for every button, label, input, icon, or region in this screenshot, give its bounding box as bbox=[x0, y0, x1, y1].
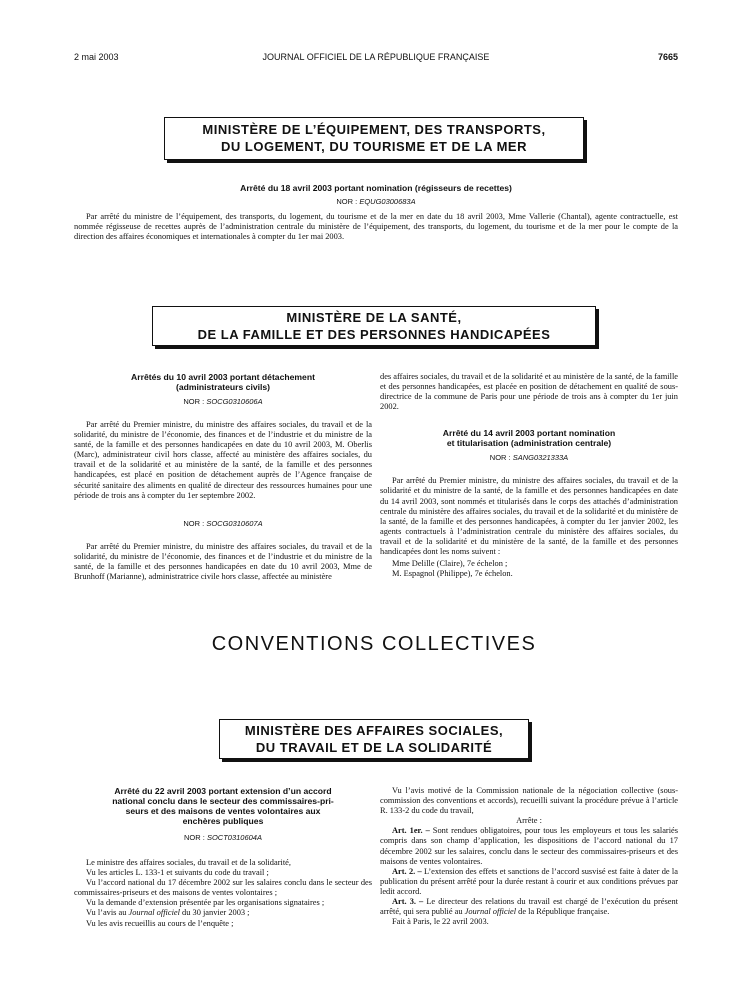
visa-line: Vu l’avis au Journal officiel du 30 janvier 2003 ; bbox=[86, 908, 250, 918]
visa-line: Le ministre des affaires sociales, du travail et de la solidarité, bbox=[86, 858, 291, 867]
arrete-title: Arrêté du 18 avril 2003 portant nomination (régisseurs de recettes) bbox=[240, 183, 512, 193]
ministry-line: MINISTÈRE DE LA SANTÉ, bbox=[286, 310, 462, 325]
nor-reference: NOR : EQUG0300683A bbox=[336, 197, 416, 206]
section-heading: CONVENTIONS COLLECTIVES bbox=[211, 633, 537, 655]
nor-reference: NOR : SOCG0310606A bbox=[183, 397, 263, 406]
ministry-box-affaires-sociales bbox=[219, 719, 529, 759]
ministry-line: DU LOGEMENT, DU TOURISME ET DE LA MER bbox=[221, 139, 527, 154]
ministry-box-sante bbox=[152, 306, 596, 346]
signature-line: Fait à Paris, le 22 avril 2003. bbox=[392, 917, 489, 927]
visa-line: Vu les articles L. 133-1 et suivants du code du travail ; bbox=[86, 868, 269, 878]
header-date: 2 mai 2003 bbox=[74, 52, 119, 62]
header-page-number: 7665 bbox=[657, 52, 678, 62]
ministry-line: DE LA FAMILLE ET DES PERSONNES HANDICAPÉES bbox=[197, 327, 551, 342]
arrete-title: Arrêté du 22 avril 2003 portant extension d’un accord national conclu dans le secteur des commissaires-pri- seurs et des maisons de ventes volontaires aux enchères publiques bbox=[112, 786, 334, 826]
article-3: Art. 3. – Le directeur des relations du travail est chargé de l’exécution du présent arrêté, qui sera publié au Journal officiel de la République française. bbox=[380, 897, 678, 917]
nor-reference: NOR : SOCT0310604A bbox=[184, 833, 262, 842]
article-2: Art. 2. – L’extension des effets et sanctions de l’accord susvisé est faite à dater de la publication du présent arrêté pour la durée restant à courir et aux conditions prévues par ledit accord. bbox=[380, 866, 678, 896]
ministry-box-equipement bbox=[164, 117, 584, 160]
arrete-title: Arrêtés du 10 avril 2003 portant détachement (administrateurs civils) bbox=[131, 372, 315, 392]
arrete-body-continued: des affaires sociales, du travail et de la solidarité et au ministère de la santé, de la famille et des personnes handicapées, est placée en position de détachement en qualité de sous-directrice de la commune de Paris pour une période de trois ans à compter du 1er juin 2002. bbox=[380, 372, 678, 412]
arrete-body: Par arrêté du Premier ministre, du ministre des affaires sociales, du travail et de la solidarité, du ministre de l’économie, des finances et de l’industrie et du ministre de la santé, de la famille et des personnes handicapées en date du 10 avril 2003, M. Oberlis (Marc), administrateur civil hors classe, affecté au ministère des affaires sociales, du travail et de la solidarité et au ministère de la santé, de la famille et des personnes handicapées, est placé en position de détachement auprès de l’Agence française de sécurité sanitaire des aliments en qualité de directeur des ressources humaines pour une période de trois ans à compter du 1er septembre 2002. bbox=[74, 420, 372, 500]
visa-line: Vu l’accord national du 17 décembre 2002 sur les salaires conclu dans le secteur des commissaires-priseurs et des maisons de ventes volontaires ; bbox=[74, 878, 372, 898]
arrete-body: Par arrêté du Premier ministre, du ministre des affaires sociales, du travail et de la solidarité et du ministre de la santé, de la famille et des personnes handicapées en date du 14 avril 2003, sont nommés et titularisés dans le corps des attachés d’administration centrale du ministère des affaires sociales, du travail et de la solidarité et du ministère de la santé, de la famille et des personnes handicapées, à compter du 1er janvier 2002, les agents contractuels à l’administration centrale du ministère des affaires sociales, du travail et de la solidarité et du ministère de la santé, de la famille et des personnes handicapées dont les noms suivent : bbox=[380, 476, 678, 557]
ministry-line: DU TRAVAIL ET DE LA SOLIDARITÉ bbox=[255, 740, 493, 755]
name-entry: M. Espagnol (Philippe), 7e échelon. bbox=[392, 569, 513, 579]
arrete-body: Par arrêté du ministre de l’équipement, des transports, du logement, du tourisme et de la mer en date du 18 avril 2003, Mme Vallerie (Chantal), agente contractuelle, est nommée régisseuse de recettes auprès de l’administration centrale du ministère de l’équipement, des transports, du logement, du tourisme et de la mer pour le compte de la direction des affaires économiques et internationales à compter du 1er mai 2003. bbox=[74, 212, 678, 242]
article-1: Art. 1er. – Sont rendues obligatoires, pour tous les employeurs et tous les salariés compris dans son champ d’application, les dispositions de l’accord national du 17 décembre 2002 sur les salaires, conclu dans le secteur des commissaires-priseurs et des maisons de ventes volontaires. bbox=[380, 826, 678, 866]
nor-reference: NOR : SOCG0310607A bbox=[183, 518, 263, 528]
right-column bbox=[380, 372, 678, 579]
name-entry: Mme Delille (Claire), 7e échelon ; bbox=[392, 559, 508, 569]
ministry-line: MINISTÈRE DES AFFAIRES SOCIALES, bbox=[244, 723, 504, 738]
visa-line: Vu l’avis motivé de la Commission nationale de la négociation collective (sous-commission des conventions et accords), recueilli suivant la procédure prévue à l’article R. 133-2 du code du travail, bbox=[380, 786, 678, 816]
left-column bbox=[74, 372, 372, 582]
arrete-decision: Arrête : bbox=[516, 816, 542, 826]
right-column bbox=[380, 786, 678, 927]
left-column bbox=[74, 786, 372, 929]
visa-line: Vu la demande d’extension présentée par les organisations signataires ; bbox=[86, 898, 325, 908]
arrete-title: Arrêté du 14 avril 2003 portant nomination et titularisation (administration centrale) bbox=[442, 428, 616, 449]
nor-reference: NOR : SANG0321333A bbox=[489, 453, 569, 463]
ministry-line: MINISTÈRE DE L’ÉQUIPEMENT, DES TRANSPORTS, bbox=[202, 122, 546, 137]
header-journal: JOURNAL OFFICIEL DE LA RÉPUBLIQUE FRANÇAISE bbox=[262, 52, 490, 62]
visa-line: Vu les avis recueillis au cours de l’enquête ; bbox=[86, 918, 234, 928]
arrete-body: Par arrêté du Premier ministre, du ministre des affaires sociales, du travail et de la solidarité, du ministre de l’économie, des finances et de l’industrie et du ministre de la santé, de la famille et des personnes handicapées en date du 10 avril 2003, Mme de Brunhoff (Marianne), administratrice civile hors classe, affectée au ministère bbox=[74, 541, 372, 582]
running-header bbox=[74, 52, 678, 66]
